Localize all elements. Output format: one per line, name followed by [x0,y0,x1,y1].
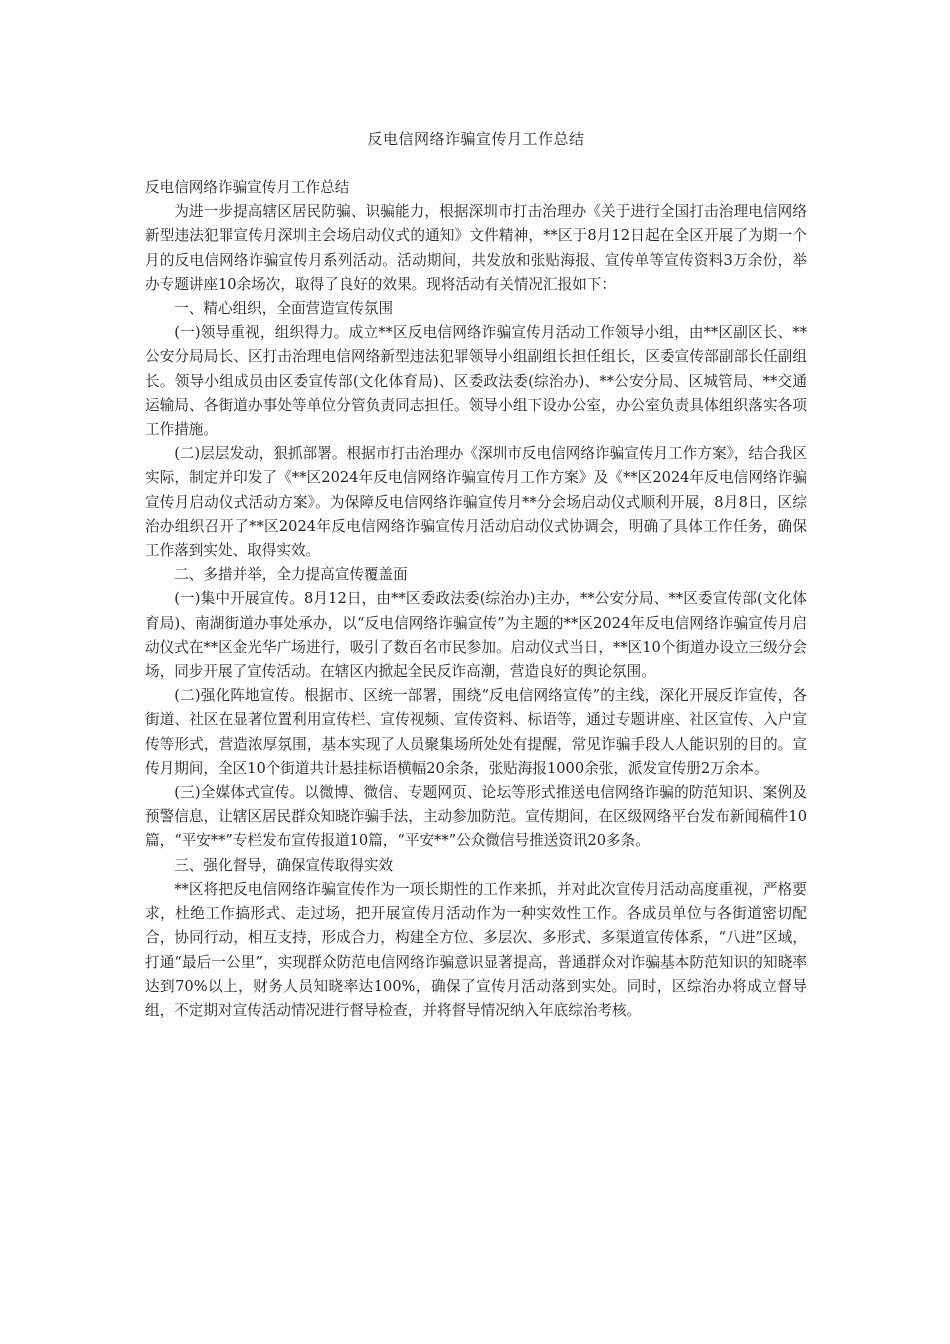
intro-paragraph: 为进一步提高辖区居民防骗、识骗能力，根据深圳市打击治理办《关于进行全国打击治理电信网络新型违法犯罪宣传月深圳主会场启动仪式的通知》文件精神，**区于8月12日起在全区开展了为期一个月的反电信网络诈骗宣传月系列活动。活动期间，共发放和张贴海报、宣传单等宣传资料3万余份，举办专题讲座10余场次，取得了良好的效果。现将活动有关情况汇报如下： [145,203,807,293]
section-2-item-1: (一)集中开展宣传。8月12日，由**区委政法委(综治办)主办，**公安分局、**区委宣传部(文化体育局)、南湖街道办事处承办，以“反电信网络诈骗宣传”为主题的**区2024年反电信网络诈骗宣传月启动仪式在**区金光华广场进行，吸引了数百名市民参加。启动仪式当日，**区10个街道办设立三级分会场，同步开展了宣传活动。在辖区内掀起全民反诈高潮，营造良好的舆论氛围。 [145,590,807,681]
section-3-paragraph: **区将把反电信网络诈骗宣传作为一项长期性的工作来抓，并对此次宣传月活动高度重视，严格要求，杜绝工作搞形式、走过场，把开展宣传月活动作为一种实效性工作。各成员单位与各街道密切配合，协同行动，相互支持，形成合力，构建全方位、多层次、多形式、多渠道宣传体系，“八进”区域，打通“最后一公里”，实现群众防范电信网络诈骗意识显著提高，普通群众对诈骗基本防范知识的知晓率达到70%以上，财务人员知晓率达100%，确保了宣传月活动落到实处。同时，区综治办将成立督导组，不定期对宣传活动情况进行督导检查，并将督导情况纳入年底综治考核。 [145,880,807,1019]
section-1-item-1: (一)领导重视，组织得力。成立**区反电信网络诈骗宣传月活动工作领导小组，由**区副区长、**公安分局局长、区打击治理电信网络新型违法犯罪领导小组副组长担任组长，区委宣传部副部长任副组长。领导小组成员由区委宣传部(文化体育局)、区委政法委(综治办)、**公安分局、区城管局、**交通运输局、各街道办事处等单位分管负责同志担任。领导小组下设办公室，办公室负责具体组织落实各项工作措施。 [145,324,807,439]
section-2-item-3: (三)全媒体式宣传。以微博、微信、专题网页、论坛等形式推送电信网络诈骗的防范知识、案例及预警信息，让辖区居民群众知晓诈骗手法，主动参加防范。宣传期间，在区级网络平台发布新闻稿件10篇，“平安**”专栏发布宣传报道10篇，“平安**”公众微信号推送资讯20多条。 [145,784,807,850]
section-heading-2: 二、多措并举，全力提高宣传覆盖面 [174,566,408,584]
section-heading-3: 三、强化督导，确保宣传取得实效 [174,856,394,874]
document-body [145,176,807,1023]
document-subtitle: 反电信网络诈骗宣传月工作总结 [145,179,350,196]
section-heading-1: 一、精心组织，全面营造宣传氛围 [174,300,394,318]
section-1-item-2: (二)层层发动，狠抓部署。根据市打击治理办《深圳市反电信网络诈骗宣传月工作方案》，结合我区实际，制定并印发了《**区2024年反电信网络诈骗宣传月工作方案》及《**区2024年反电信网络诈骗宣传月启动仪式活动方案》。为保障反电信网络诈骗宣传月**分会场启动仪式顺利开展，8月8日，区综治办组织召开了**区2024年反电信网络诈骗宣传月活动启动仪式协调会，明确了具体工作任务，确保工作落到实处、取得实效。 [145,445,807,560]
document-title: 反电信网络诈骗宣传月工作总结 [367,130,585,148]
section-2-item-2: (二)强化阵地宣传。根据市、区统一部署，围绕“反电信网络宣传”的主线，深化开展反诈宣传，各街道、社区在显著位置利用宣传栏、宣传视频、宣传资料、标语等，通过专题讲座、社区宣传、入户宣传等形式，营造浓厚氛围，基本实现了人员聚集场所处处有提醒，常见诈骗手段人人能识别的目的。宣传月期间，全区10个街道共计悬挂标语横幅20余条，张贴海报1000余张，派发宣传册2万余本。 [145,687,807,777]
document-page [145,0,807,1023]
